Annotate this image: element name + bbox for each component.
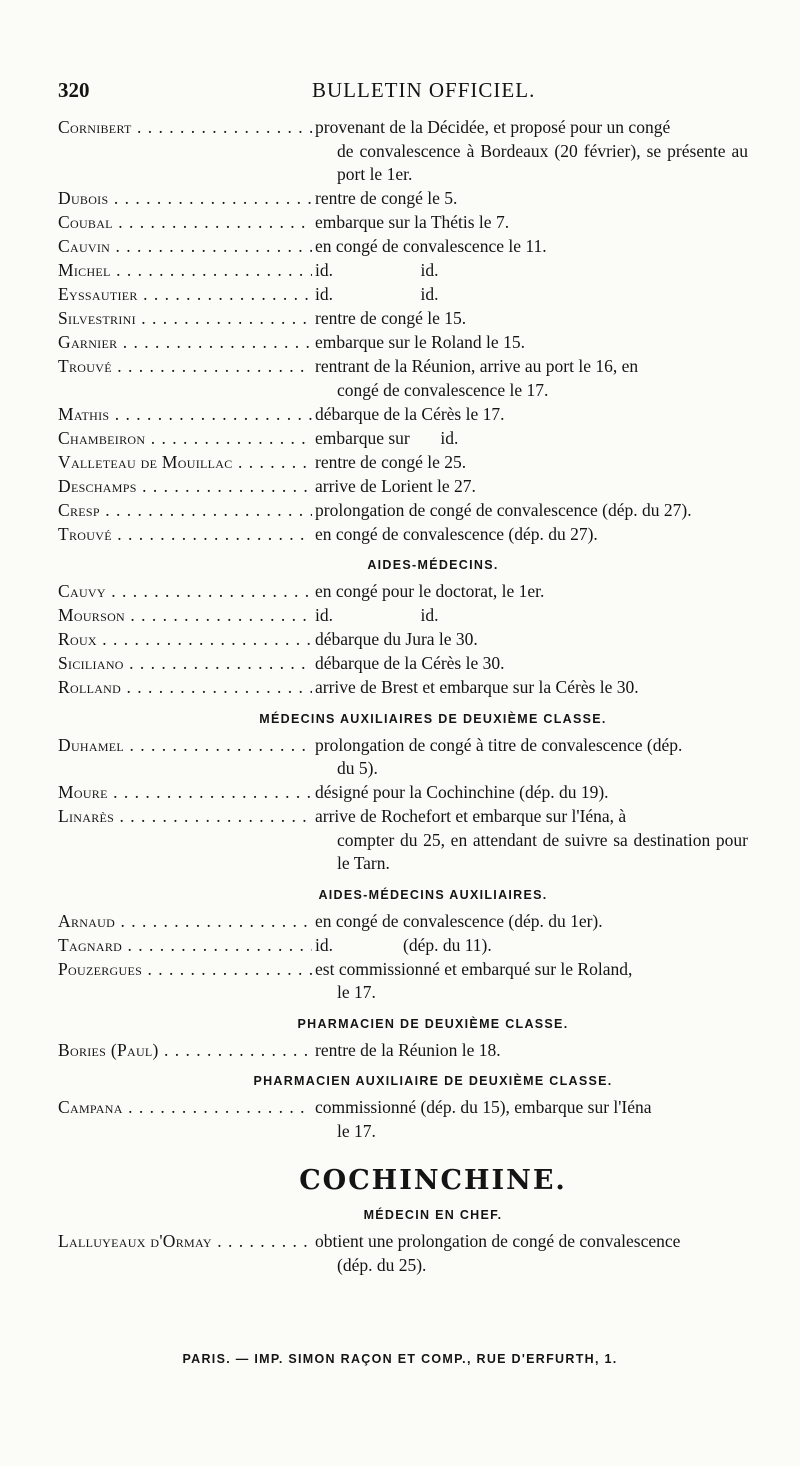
entries-group-6 bbox=[58, 1096, 748, 1143]
entry-text-line: désigné pour la Cochinchine (dép. du 19). bbox=[315, 782, 609, 802]
entry-text-line: rentre de congé le 15. bbox=[315, 308, 467, 328]
entry-text-line: arrive de Lorient le 27. bbox=[315, 475, 476, 496]
entry-text bbox=[312, 235, 748, 259]
entry-text-line: arrive de Rochefort et embarque sur l'Iéna, à bbox=[315, 806, 627, 826]
entry-text-line: id. id. bbox=[315, 260, 439, 280]
entry-row bbox=[58, 427, 748, 451]
entry-text bbox=[312, 307, 748, 331]
section-title-pharmacien-auxiliaire: PHARMACIEN AUXILIAIRE DE DEUXIÈME CLASSE. bbox=[253, 1074, 613, 1088]
entry-text bbox=[312, 427, 748, 451]
entry-name: Coubal . . . bbox=[58, 211, 312, 235]
entry-text bbox=[312, 580, 748, 604]
entry-name: Duhamel . . . bbox=[58, 734, 312, 758]
entry-text bbox=[312, 734, 748, 781]
entry-text-line: rentre de congé le 25. bbox=[315, 451, 467, 472]
entry-row bbox=[58, 604, 748, 628]
entry-text bbox=[312, 628, 748, 652]
entry-name: Pouzergues . . . bbox=[58, 958, 312, 982]
entries-group-1 bbox=[58, 116, 748, 546]
entry-name: Eyssautier . . . bbox=[58, 283, 312, 307]
entry-row bbox=[58, 958, 748, 1005]
entry-text bbox=[312, 910, 748, 934]
entry-row bbox=[58, 734, 748, 781]
entry-text bbox=[312, 355, 748, 402]
entry-row bbox=[58, 307, 748, 331]
entry-text bbox=[312, 805, 748, 876]
entry-row bbox=[58, 331, 748, 355]
entry-text-line: débarque du Jura le 30. bbox=[315, 629, 478, 649]
entry-name: Trouvé . . . bbox=[58, 355, 312, 379]
entry-row bbox=[58, 1039, 748, 1063]
entry-text bbox=[312, 116, 748, 187]
entry-row bbox=[58, 934, 748, 958]
entry-row bbox=[58, 499, 748, 523]
entry-row bbox=[58, 628, 748, 652]
entry-name: Moure . . . bbox=[58, 781, 312, 805]
entry-name: Cauvin . . . bbox=[58, 235, 312, 259]
entry-text bbox=[312, 211, 748, 235]
entry-text-line: embarque sur le Roland le 15. bbox=[315, 332, 525, 352]
entry-text bbox=[312, 331, 748, 355]
entry-text-line: id. (dép. du 11). bbox=[315, 934, 492, 955]
entry-text bbox=[312, 403, 748, 427]
entry-text bbox=[312, 475, 748, 499]
entry-text-line: est commissionné et embarqué sur le Roland, bbox=[315, 958, 633, 979]
entry-row bbox=[58, 451, 748, 475]
entry-text bbox=[312, 523, 748, 547]
entry-text-line: en congé de convalescence le 11. bbox=[315, 236, 547, 256]
entry-text bbox=[312, 187, 748, 211]
entry-name: Roux . . . bbox=[58, 628, 312, 652]
entry-row bbox=[58, 187, 748, 211]
entries-group-4 bbox=[58, 910, 748, 1005]
entry-text-line: débarque de la Cérès le 17. bbox=[315, 403, 505, 424]
entry-row bbox=[58, 235, 748, 259]
region-title-cochinchine: COCHINCHINE. bbox=[299, 1165, 567, 1196]
entry-row bbox=[58, 403, 748, 427]
entry-text-line: embarque sur id. bbox=[315, 427, 459, 448]
entry-row bbox=[58, 116, 748, 187]
entry-text-line: en congé pour le doctorat, le 1er. bbox=[315, 581, 545, 601]
entry-text-continuation: (dép. du 25). bbox=[337, 1254, 427, 1275]
entry-text-line: embarque sur la Thétis le 7. bbox=[315, 212, 510, 232]
entry-text-continuation: le 17. bbox=[337, 982, 376, 1002]
entries-group-7 bbox=[58, 1230, 748, 1277]
entry-row bbox=[58, 676, 748, 700]
entry-text-continuation: du 5). bbox=[337, 758, 378, 778]
entry-text bbox=[312, 781, 748, 805]
entry-text bbox=[312, 499, 748, 523]
entry-text-continuation: compter du 25, en attendant de suivre sa destination pour le Tarn. bbox=[337, 829, 748, 873]
entry-name: Cauvy . . . bbox=[58, 580, 312, 604]
section-title-aides-medecins: AIDES-MÉDECINS. bbox=[367, 558, 499, 572]
entry-row bbox=[58, 781, 748, 805]
entry-name: Rolland . . . bbox=[58, 676, 312, 700]
section-title-pharmacien: PHARMACIEN DE DEUXIÈME CLASSE. bbox=[297, 1016, 569, 1031]
entry-text-line: rentrant de la Réunion, arrive au port le 16, en bbox=[315, 356, 639, 376]
entry-text-continuation: le 17. bbox=[337, 1120, 376, 1141]
entry-row bbox=[58, 355, 748, 402]
entry-text bbox=[312, 676, 748, 700]
entry-text bbox=[312, 283, 748, 307]
section-title-medecins-auxiliaires: MÉDECINS AUXILIAIRES DE DEUXIÈME CLASSE. bbox=[259, 711, 607, 726]
entry-row bbox=[58, 523, 748, 547]
entry-row bbox=[58, 652, 748, 676]
entry-row bbox=[58, 475, 748, 499]
entry-name: Lalluyeaux d'Ormay . . . bbox=[58, 1230, 312, 1254]
entry-name: Bories (Paul) . . . bbox=[58, 1039, 312, 1063]
entry-text bbox=[312, 259, 748, 283]
entry-text bbox=[312, 1230, 748, 1277]
entry-name: Arnaud . . . bbox=[58, 910, 312, 934]
entry-row bbox=[58, 580, 748, 604]
entry-name: Cornibert . . . bbox=[58, 116, 312, 140]
entry-text bbox=[312, 1039, 748, 1063]
entry-text-line: id. id. bbox=[315, 284, 439, 304]
entry-text-line: rentre de la Réunion le 18. bbox=[315, 1039, 501, 1060]
page-content bbox=[58, 116, 748, 1278]
entry-name: Valleteau de Mouillac . . . bbox=[58, 451, 312, 475]
entry-text-line: débarque de la Cérès le 30. bbox=[315, 653, 505, 673]
running-title: BULLETIN OFFICIEL. bbox=[312, 78, 536, 102]
entry-name: Silvestrini . . . bbox=[58, 307, 312, 331]
entry-text bbox=[312, 1096, 748, 1143]
entry-name: Dubois . . . bbox=[58, 187, 312, 211]
page-header bbox=[0, 78, 800, 108]
entry-text-line: provenant de la Décidée, et proposé pour un congé bbox=[315, 117, 671, 137]
entry-text-continuation: de convalescence à Bordeaux (20 février), se présente au port le 1er. bbox=[337, 140, 748, 184]
entry-text-line: obtient une prolongation de congé de convalescence bbox=[315, 1231, 681, 1251]
entry-name: Mathis . . . bbox=[58, 403, 312, 427]
entries-group-5 bbox=[58, 1039, 748, 1063]
entry-row bbox=[58, 1230, 748, 1277]
entry-row bbox=[58, 211, 748, 235]
entry-text-continuation: congé de convalescence le 17. bbox=[337, 379, 549, 400]
entry-text-line: rentre de congé le 5. bbox=[315, 188, 458, 208]
entries-group-2 bbox=[58, 580, 748, 700]
entry-name: Tagnard . . . bbox=[58, 934, 312, 958]
entry-text-line: commissionné (dép. du 15), embarque sur l'Iéna bbox=[315, 1097, 652, 1117]
entry-text bbox=[312, 934, 748, 958]
entry-text bbox=[312, 604, 748, 628]
entry-name: Chambeiron . . . bbox=[58, 427, 312, 451]
page-number: 320 bbox=[58, 78, 90, 102]
section-title-medecin-en-chef: MÉDECIN EN CHEF. bbox=[363, 1208, 503, 1222]
entry-text-line: prolongation de congé à titre de convalescence (dép. bbox=[315, 734, 683, 755]
entry-row bbox=[58, 805, 748, 876]
entry-text-line: prolongation de congé de convalescence (dép. du 27). bbox=[315, 499, 692, 520]
entry-row bbox=[58, 1096, 748, 1143]
section-title-aides-medecins-auxiliaires: AIDES-MÉDECINS AUXILIAIRES. bbox=[318, 887, 548, 902]
entry-text-line: id. id. bbox=[315, 605, 439, 625]
entry-row bbox=[58, 259, 748, 283]
entry-name: Mourson . . . bbox=[58, 604, 312, 628]
entry-name: Trouvé . . . bbox=[58, 523, 312, 547]
entry-name: Campana . . . bbox=[58, 1096, 312, 1120]
imprint-footer: PARIS. — IMP. SIMON RAÇON ET COMP., RUE D'ERFURTH, 1. bbox=[182, 1352, 618, 1366]
entry-name: Michel . . . bbox=[58, 259, 312, 283]
entry-row bbox=[58, 283, 748, 307]
entry-text bbox=[312, 451, 748, 475]
entry-text-line: arrive de Brest et embarque sur la Cérès le 30. bbox=[315, 677, 639, 697]
entry-text-line: en congé de convalescence (dép. du 27). bbox=[315, 523, 598, 544]
entry-text-line: en congé de convalescence (dép. du 1er). bbox=[315, 910, 603, 931]
entry-text bbox=[312, 958, 748, 1005]
entry-name: Siciliano . . . bbox=[58, 652, 312, 676]
entry-name: Cresp . . . bbox=[58, 499, 312, 523]
entry-text bbox=[312, 652, 748, 676]
entry-name: Linarès . . . bbox=[58, 805, 312, 829]
entries-group-3 bbox=[58, 734, 748, 876]
entry-name: Garnier . . . bbox=[58, 331, 312, 355]
entry-name: Deschamps . . . bbox=[58, 475, 312, 499]
entry-row bbox=[58, 910, 748, 934]
